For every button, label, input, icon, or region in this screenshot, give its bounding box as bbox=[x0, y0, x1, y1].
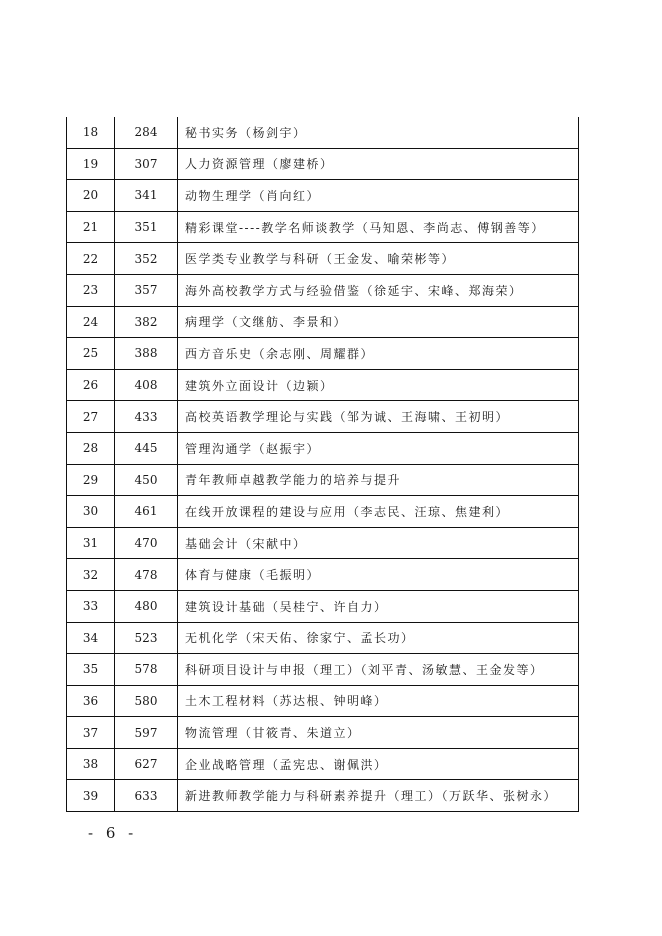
row-index: 32 bbox=[67, 559, 115, 591]
course-title: 高校英语教学理论与实践（邹为诚、王海啸、王初明） bbox=[178, 401, 579, 433]
table-row bbox=[67, 306, 579, 338]
table-row bbox=[67, 148, 579, 180]
row-index: 18 bbox=[67, 117, 115, 148]
row-index: 20 bbox=[67, 180, 115, 212]
course-code: 523 bbox=[115, 622, 178, 654]
table-row bbox=[67, 401, 579, 433]
course-code: 433 bbox=[115, 401, 178, 433]
course-code: 351 bbox=[115, 211, 178, 243]
row-index: 29 bbox=[67, 464, 115, 496]
course-code: 341 bbox=[115, 180, 178, 212]
row-index: 31 bbox=[67, 527, 115, 559]
course-code: 357 bbox=[115, 274, 178, 306]
table-row bbox=[67, 748, 579, 780]
course-code: 578 bbox=[115, 654, 178, 686]
course-title: 体育与健康（毛振明） bbox=[178, 559, 579, 591]
course-title: 人力资源管理（廖建桥） bbox=[178, 148, 579, 180]
table-row bbox=[67, 496, 579, 528]
table-row bbox=[67, 211, 579, 243]
row-index: 27 bbox=[67, 401, 115, 433]
table-row bbox=[67, 527, 579, 559]
course-title: 基础会计（宋献中） bbox=[178, 527, 579, 559]
row-index: 26 bbox=[67, 369, 115, 401]
row-index: 30 bbox=[67, 496, 115, 528]
row-index: 38 bbox=[67, 748, 115, 780]
table-row bbox=[67, 622, 579, 654]
course-title: 建筑外立面设计（边颖） bbox=[178, 369, 579, 401]
row-index: 34 bbox=[67, 622, 115, 654]
table-row bbox=[67, 369, 579, 401]
table-row bbox=[67, 180, 579, 212]
row-index: 21 bbox=[67, 211, 115, 243]
course-title: 在线开放课程的建设与应用（李志民、汪琼、焦建利） bbox=[178, 496, 579, 528]
course-title: 西方音乐史（余志刚、周耀群） bbox=[178, 338, 579, 370]
course-code: 408 bbox=[115, 369, 178, 401]
course-code: 445 bbox=[115, 432, 178, 464]
course-title: 土木工程材料（苏达根、钟明峰） bbox=[178, 685, 579, 717]
table-row bbox=[67, 717, 579, 749]
row-index: 37 bbox=[67, 717, 115, 749]
course-code: 480 bbox=[115, 590, 178, 622]
table-row bbox=[67, 432, 579, 464]
row-index: 33 bbox=[67, 590, 115, 622]
row-index: 19 bbox=[67, 148, 115, 180]
course-code: 597 bbox=[115, 717, 178, 749]
course-title: 物流管理（甘筱青、朱道立） bbox=[178, 717, 579, 749]
row-index: 23 bbox=[67, 274, 115, 306]
row-index: 28 bbox=[67, 432, 115, 464]
table-row bbox=[67, 274, 579, 306]
course-title: 精彩课堂----教学名师谈教学（马知恩、李尚志、傅钢善等） bbox=[178, 211, 579, 243]
course-code: 352 bbox=[115, 243, 178, 275]
row-index: 36 bbox=[67, 685, 115, 717]
course-code: 470 bbox=[115, 527, 178, 559]
course-title: 病理学（文继舫、李景和） bbox=[178, 306, 579, 338]
course-code: 388 bbox=[115, 338, 178, 370]
course-title: 医学类专业教学与科研（王金发、喻荣彬等） bbox=[178, 243, 579, 275]
course-table bbox=[66, 117, 579, 812]
row-index: 22 bbox=[67, 243, 115, 275]
page-number: - 6 - bbox=[88, 824, 138, 842]
table-row bbox=[67, 685, 579, 717]
course-code: 284 bbox=[115, 117, 178, 148]
course-title: 无机化学（宋天佑、徐家宁、孟长功） bbox=[178, 622, 579, 654]
course-code: 382 bbox=[115, 306, 178, 338]
course-code: 633 bbox=[115, 780, 178, 812]
course-title: 科研项目设计与申报（理工）（刘平青、汤敏慧、王金发等） bbox=[178, 654, 579, 686]
table-row bbox=[67, 117, 579, 148]
row-index: 25 bbox=[67, 338, 115, 370]
table-row bbox=[67, 654, 579, 686]
table-row bbox=[67, 464, 579, 496]
course-title: 青年教师卓越教学能力的培养与提升 bbox=[178, 464, 579, 496]
course-title: 企业战略管理（孟宪忠、谢佩洪） bbox=[178, 748, 579, 780]
course-code: 580 bbox=[115, 685, 178, 717]
course-code: 478 bbox=[115, 559, 178, 591]
course-code: 627 bbox=[115, 748, 178, 780]
course-title: 海外高校教学方式与经验借鉴（徐延宇、宋峰、郑海荣） bbox=[178, 274, 579, 306]
course-code: 450 bbox=[115, 464, 178, 496]
course-title: 管理沟通学（赵振宇） bbox=[178, 432, 579, 464]
table-row bbox=[67, 338, 579, 370]
course-title: 动物生理学（肖向红） bbox=[178, 180, 579, 212]
course-title: 新进教师教学能力与科研素养提升（理工）（万跃华、张树永） bbox=[178, 780, 579, 812]
course-table-body bbox=[67, 117, 579, 812]
table-row bbox=[67, 243, 579, 275]
table-row bbox=[67, 590, 579, 622]
row-index: 35 bbox=[67, 654, 115, 686]
course-code: 461 bbox=[115, 496, 178, 528]
course-title: 建筑设计基础（吴桂宁、许自力） bbox=[178, 590, 579, 622]
table-row bbox=[67, 559, 579, 591]
row-index: 39 bbox=[67, 780, 115, 812]
course-code: 307 bbox=[115, 148, 178, 180]
row-index: 24 bbox=[67, 306, 115, 338]
table-row bbox=[67, 780, 579, 812]
course-title: 秘书实务（杨剑宇） bbox=[178, 117, 579, 148]
